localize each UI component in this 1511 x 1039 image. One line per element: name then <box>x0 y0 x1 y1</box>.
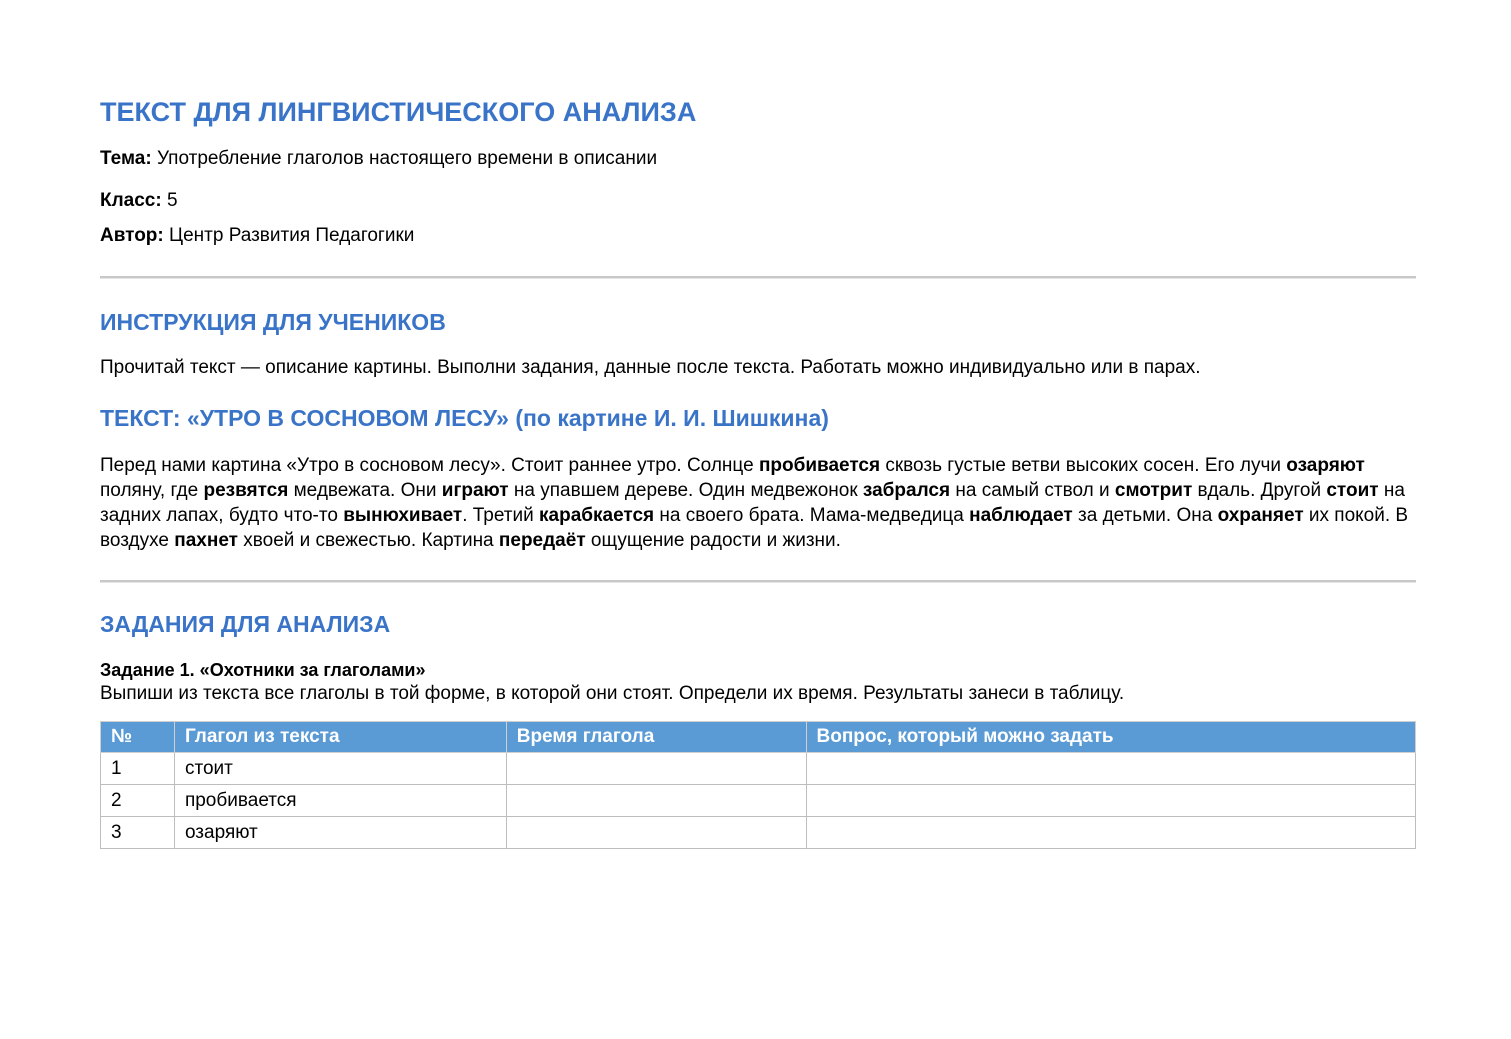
story-segment: их покой. В воздухе <box>100 505 1409 551</box>
task1-title: Задание 1. «Охотники за глаголами» <box>100 660 426 680</box>
story-segment: за детьми. Она <box>1072 505 1218 526</box>
table-row <box>101 817 1416 849</box>
highlighted-verb: пахнет <box>174 530 238 551</box>
cell-tense[interactable] <box>506 753 806 785</box>
topic-label: Тема: <box>100 148 152 169</box>
highlighted-verb: вынюхивает <box>343 505 463 526</box>
highlighted-verb: передаёт <box>498 530 586 551</box>
story-segment: на задних лапах, будто что-то <box>100 480 1405 526</box>
document-title: ТЕКСТ ДЛЯ ЛИНГВИСТИЧЕСКОГО АНАЛИЗА <box>100 97 697 127</box>
author-line <box>100 223 1416 249</box>
cell-number: 2 <box>101 785 175 817</box>
highlighted-verb: играют <box>441 480 509 501</box>
story-segment: медвежата. Они <box>288 480 442 501</box>
grade-label: Класс: <box>100 190 162 211</box>
highlighted-verb: пробивается <box>758 455 881 476</box>
author-value: Центр Развития Педагогики <box>169 225 415 246</box>
instructions-text: Прочитай текст — описание картины. Выполни задания, данные после текста. Работать можно индивидуально или в парах. <box>100 357 1201 378</box>
verbs-table <box>100 721 1416 849</box>
story-segment: на самый ствол и <box>950 480 1115 501</box>
story-heading: ТЕКСТ: «УТРО В СОСНОВОМ ЛЕСУ» (по картине И. И. Шишкина) <box>100 405 829 431</box>
column-header-tense: Время глагола <box>506 722 806 753</box>
topic-value: Употребление глаголов настоящего времени в описании <box>156 148 658 169</box>
highlighted-verb: карабкается <box>539 505 655 526</box>
story-segment: на упавшем дереве. Один медвежонок <box>508 480 863 501</box>
story-segment: поляну, где <box>100 480 204 501</box>
cell-tense[interactable] <box>506 817 806 849</box>
cell-verb: пробивается <box>174 785 506 817</box>
highlighted-verb: забрался <box>862 480 951 501</box>
grade-line <box>100 188 1416 214</box>
column-header-question: Вопрос, который можно задать <box>806 722 1416 753</box>
cell-question[interactable] <box>806 785 1416 817</box>
story-segment: Перед нами картина «Утро в сосновом лесу». Стоит раннее утро. Солнце <box>100 455 759 476</box>
highlighted-verb: резвятся <box>203 480 289 501</box>
story-segment: хвоей и свежестью. Картина <box>237 530 499 551</box>
story-segment: вдаль. Другой <box>1192 480 1327 501</box>
instructions-heading: ИНСТРУКЦИЯ ДЛЯ УЧЕНИКОВ <box>100 309 446 335</box>
topic-line <box>100 146 1416 172</box>
highlighted-verb: охраняет <box>1217 505 1304 526</box>
grade-value: 5 <box>166 190 178 211</box>
cell-number: 1 <box>101 753 175 785</box>
story-segment: ощущение радости и жизни. <box>585 530 841 551</box>
highlighted-verb: стоит <box>1326 480 1379 501</box>
document-page <box>100 92 1416 849</box>
cell-verb: стоит <box>174 753 506 785</box>
column-header-number: № <box>101 722 175 753</box>
tasks-heading: ЗАДАНИЯ ДЛЯ АНАЛИЗА <box>100 611 391 637</box>
cell-question[interactable] <box>806 817 1416 849</box>
cell-verb: озаряют <box>174 817 506 849</box>
highlighted-verb: озаряют <box>1286 455 1365 476</box>
cell-question[interactable] <box>806 753 1416 785</box>
table-row <box>101 753 1416 785</box>
story-text <box>100 453 1416 553</box>
column-header-verb: Глагол из текста <box>174 722 506 753</box>
author-label: Автор: <box>100 225 164 246</box>
table-row <box>101 785 1416 817</box>
cell-number: 3 <box>101 817 175 849</box>
story-segment: на своего брата. Мама-медведица <box>654 505 970 526</box>
table-header-row <box>101 722 1416 753</box>
cell-tense[interactable] <box>506 785 806 817</box>
task1-text: Выпиши из текста все глаголы в той форме, в которой они стоят. Определи их время. Результаты занеси в таблицу. <box>100 683 1125 704</box>
highlighted-verb: наблюдает <box>969 505 1073 526</box>
story-segment: сквозь густые ветви высоких сосен. Его лучи <box>880 455 1287 476</box>
highlighted-verb: смотрит <box>1114 480 1193 501</box>
story-segment: . Третий <box>462 505 540 526</box>
